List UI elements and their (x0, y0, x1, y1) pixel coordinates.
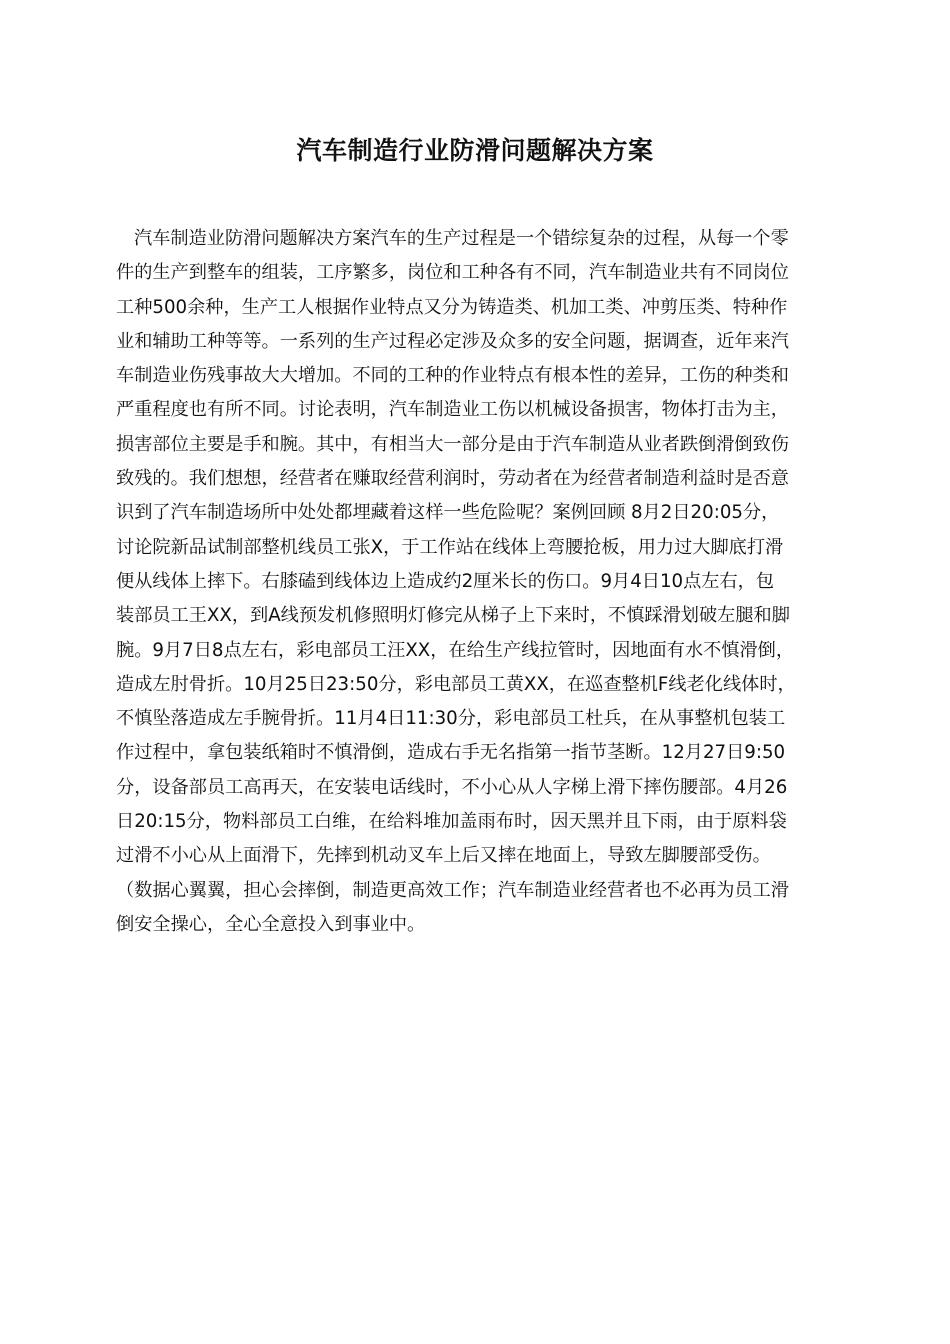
body-line: 腕。9月7日8点左右，彩电部员工汪XX，在给生产线拉管时，因地面有水不慎滑倒， (116, 639, 795, 661)
body-line: 过滑不小心从上面滑下，先摔到机动叉车上后又摔在地面上，导致左脚腰部受伤。 (116, 845, 771, 867)
body-line: 业和辅助工种等等。一系列的生产过程必定涉及众多的安全问题，据调查，近年来汽 (116, 330, 789, 352)
document-title: 汽车制造行业防滑问题解决方案 (296, 136, 654, 165)
body-line: 严重程度也有所不同。讨论表明，汽车制造业工伤以机械设备损害，物体打击为主， (116, 399, 789, 421)
body-line: 汽车制造业防滑问题解决方案汽车的生产过程是一个错综复杂的过程，从每一个零 (134, 228, 789, 249)
document-body (116, 222, 836, 942)
body-line: 造成左肘骨折。10月25日23:50分，彩电部员工黄XX，在巡查整机F线老化线体时， (116, 673, 796, 695)
body-line: 倒安全操心，全心全意投入到事业中。 (116, 913, 426, 935)
body-line: 车制造业伤残事故大大增加。不同的工种的作业特点有根本性的差异，工伤的种类和 (116, 365, 789, 387)
body-line: 讨论院新品试制部整机线员工张X，于工作站在线体上弯腰抢板，用力过大脚底打滑 (116, 536, 784, 558)
body-line: （数据心翼翼，担心会摔倒，制造更高效工作；汽车制造业经营者也不必再为员工滑 (116, 879, 789, 901)
body-line: 作过程中，拿包装纸箱时不慎滑倒，造成右手无名指第一指节茎断。12月27日9:50 (116, 742, 786, 764)
body-line: 不慎坠落造成左手腕骨折。11月4日11:30分，彩电部员工杜兵，在从事整机包装工 (116, 708, 786, 730)
body-line: 件的生产到整车的组装，工序繁多，岗位和工种各有不同，汽车制造业共有不同岗位 (116, 262, 789, 284)
body-line: 分，设备部员工高再天，在安装电话线时，不小心从人字梯上滑下摔伤腰部。4月26 (116, 776, 788, 798)
body-line: 日20:15分，物料部员工白维，在给料堆加盖雨布时，因天黑并且下雨，由于原料袋 (116, 811, 787, 833)
body-line: 识到了汽车制造场所中处处都埋藏着这样一些危险呢？案例回顾 8月2日20:05分， (116, 502, 780, 524)
body-line: 工种500余种，生产工人根据作业特点又分为铸造类、机加工类、冲剪压类、特种作 (116, 296, 788, 318)
body-line: 装部员工王XX，到A线预发机修照明灯修完从梯子上下来时，不慎踩滑划破左腿和脚 (116, 605, 790, 627)
body-line: 便从线体上摔下。右膝磕到线体边上造成约2厘米长的伤口。9月4日10点左右，包 (116, 570, 775, 592)
body-line: 损害部位主要是手和腕。其中，有相当大一部分是由于汽车制造从业者跌倒滑倒致伤 (116, 433, 789, 455)
body-line: 致残的。我们想想，经营者在赚取经营利润时，劳动者在为经营者制造利益时是否意 (116, 468, 789, 490)
